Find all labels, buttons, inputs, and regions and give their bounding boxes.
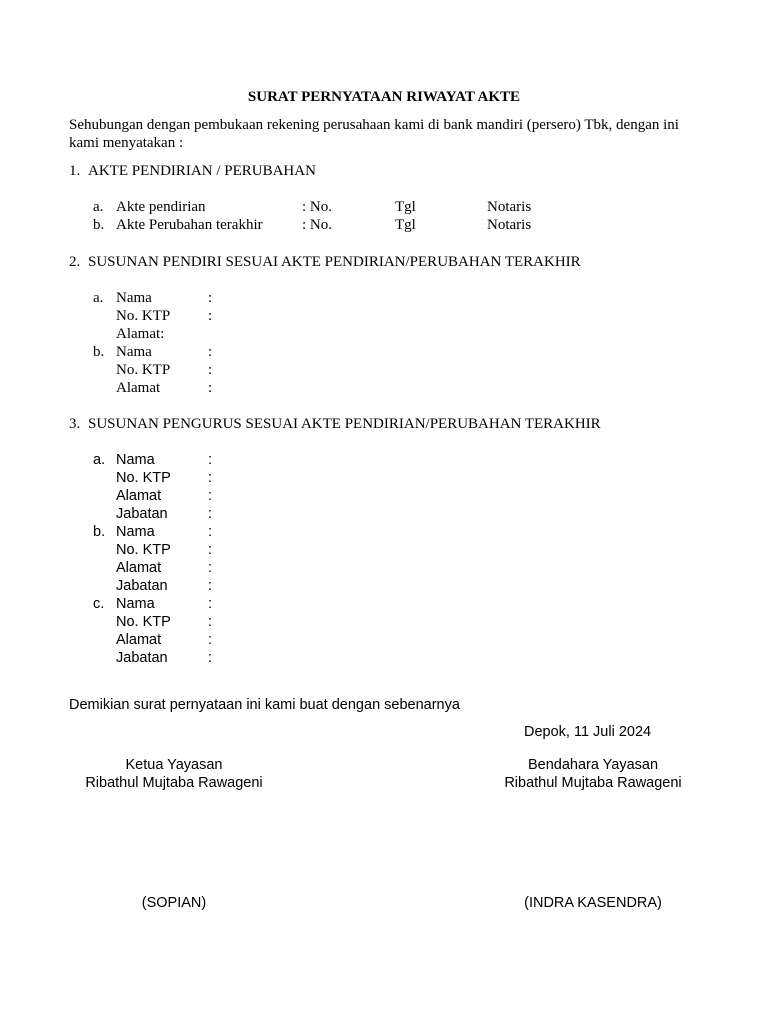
- akte-item-tgl: Tgl: [395, 199, 416, 215]
- field-label: Alamat: [116, 488, 162, 504]
- pengurus-letter: c.: [93, 596, 105, 612]
- place-date: Depok, 11 Juli 2024: [524, 724, 652, 740]
- field-colon: :: [208, 290, 213, 306]
- field-label: No. KTP: [116, 470, 171, 486]
- left-signatory-role: Ketua Yayasan: [125, 757, 223, 773]
- field-label: Alamat: [116, 632, 162, 648]
- akte-item-tgl: Tgl: [395, 217, 416, 233]
- field-colon: :: [208, 650, 213, 666]
- field-colon: :: [208, 596, 213, 612]
- document-title: SURAT PERNYATAAN RIWAYAT AKTE: [247, 89, 521, 105]
- field-label: No. KTP: [116, 308, 171, 324]
- pengurus-letter: a.: [93, 452, 106, 468]
- closing-statement: Demikian surat pernyataan ini kami buat dengan sebenarnya: [69, 697, 460, 713]
- field-colon: :: [208, 362, 213, 378]
- field-label: Alamat:: [116, 326, 165, 342]
- intro-paragraph: Sehubungan dengan pembukaan rekening perusahaan kami di bank mandiri (persero) Tbk, dengan ini kami menyatakan :: [69, 117, 679, 151]
- field-colon: :: [208, 560, 213, 576]
- field-label: Jabatan: [116, 578, 168, 594]
- field-label: No. KTP: [116, 362, 171, 378]
- field-label: No. KTP: [116, 542, 171, 558]
- akte-item-label: Akte pendirian: [116, 199, 206, 215]
- left-signatory-org: Ribathul Mujtaba Rawageni: [85, 775, 263, 791]
- field-colon: :: [208, 452, 213, 468]
- field-colon: :: [208, 380, 213, 396]
- field-label: Alamat: [116, 560, 162, 576]
- right-signatory-name: (INDRA KASENDRA): [524, 895, 662, 911]
- field-label: Jabatan: [116, 650, 168, 666]
- field-colon: :: [208, 488, 213, 504]
- akte-item-no: : No.: [302, 199, 332, 215]
- pendiri-letter: b.: [93, 344, 105, 360]
- field-label: Alamat: [116, 380, 161, 396]
- akte-item-letter: b.: [93, 217, 105, 233]
- field-colon: :: [208, 614, 213, 630]
- field-colon: :: [208, 506, 213, 522]
- section3-heading: SUSUNAN PENGURUS SESUAI AKTE PENDIRIAN/PERUBAHAN TERAKHIR: [88, 416, 601, 432]
- right-signatory-org: Ribathul Mujtaba Rawageni: [504, 775, 682, 791]
- field-label: Nama: [116, 524, 155, 540]
- left-signatory-name: (SOPIAN): [141, 895, 207, 911]
- field-colon: :: [208, 308, 213, 324]
- field-label: Nama: [116, 290, 152, 306]
- akte-item-no: : No.: [302, 217, 332, 233]
- section3-number: 3.: [69, 416, 81, 432]
- field-label: Nama: [116, 344, 152, 360]
- pendiri-letter: a.: [93, 290, 104, 306]
- field-label: No. KTP: [116, 614, 171, 630]
- field-label: Nama: [116, 452, 155, 468]
- field-colon: :: [208, 578, 213, 594]
- section2-heading: SUSUNAN PENDIRI SESUAI AKTE PENDIRIAN/PERUBAHAN TERAKHIR: [88, 254, 581, 270]
- right-signatory-role: Bendahara Yayasan: [527, 757, 659, 773]
- akte-item-letter: a.: [93, 199, 104, 215]
- akte-item-label: Akte Perubahan terakhir: [116, 217, 263, 233]
- field-colon: :: [208, 632, 213, 648]
- field-colon: :: [208, 470, 213, 486]
- akte-item-notaris: Notaris: [487, 217, 532, 233]
- field-colon: :: [208, 524, 213, 540]
- field-label: Nama: [116, 596, 155, 612]
- akte-item-notaris: Notaris: [487, 199, 532, 215]
- field-colon: :: [208, 542, 213, 558]
- field-colon: :: [208, 344, 213, 360]
- section1-number: 1.: [69, 163, 81, 179]
- pengurus-letter: b.: [93, 524, 106, 540]
- field-label: Jabatan: [116, 506, 168, 522]
- section2-number: 2.: [69, 254, 81, 270]
- section1-heading: AKTE PENDIRIAN / PERUBAHAN: [88, 163, 316, 179]
